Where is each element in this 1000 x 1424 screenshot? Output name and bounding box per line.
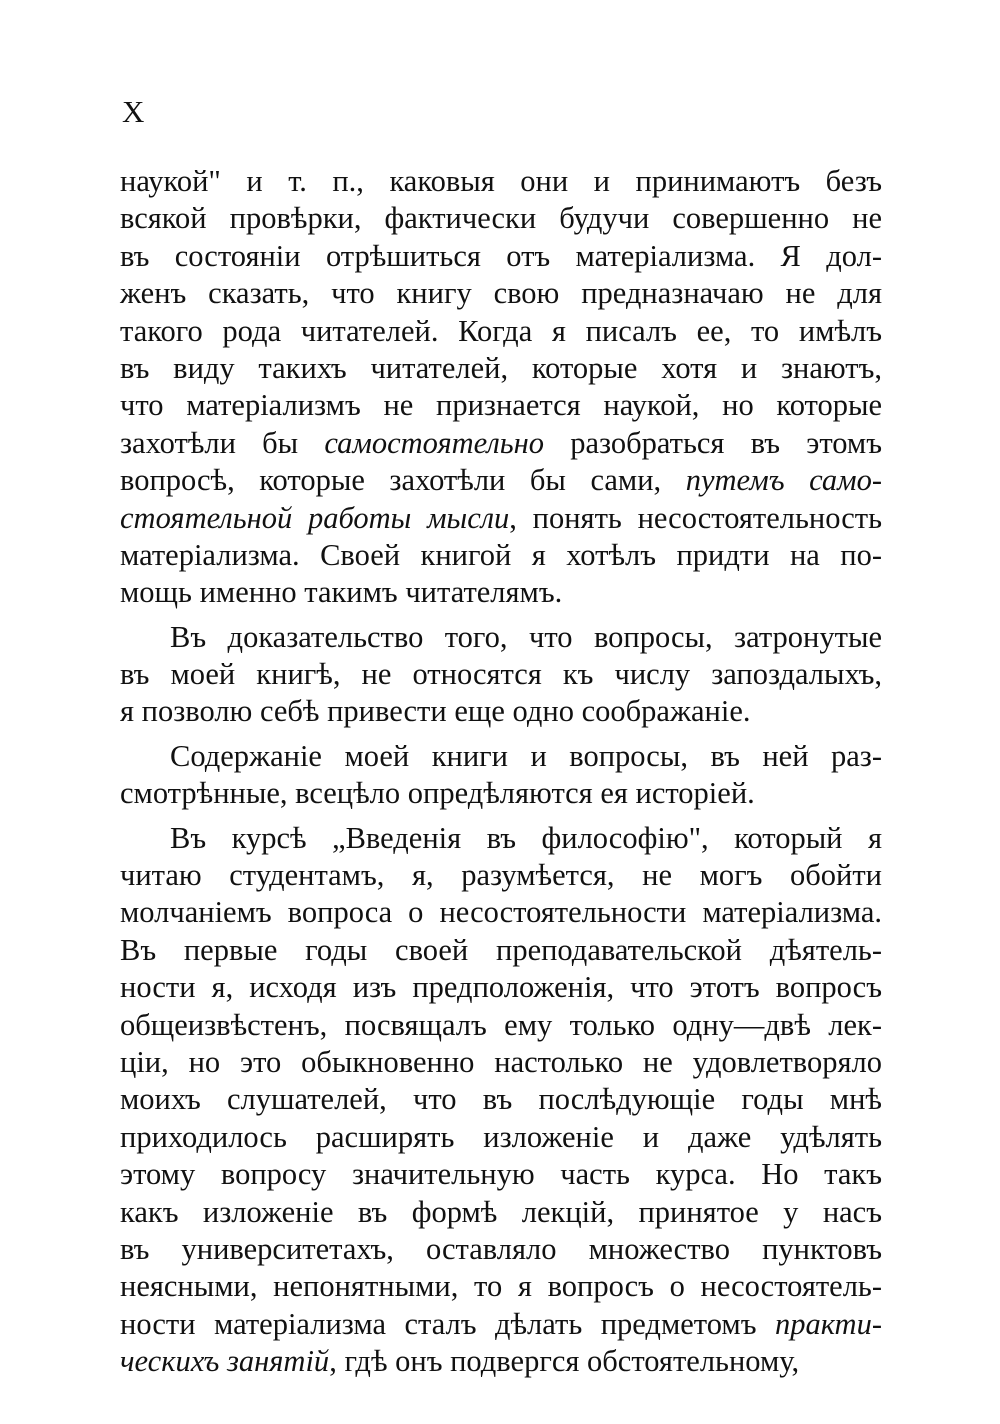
text-segment: , гдѣ онъ подвергся обстоятельному, (329, 1344, 800, 1379)
text-segment: этому вопросу значительную часть курса. Но такъ (120, 1157, 882, 1192)
text-line (120, 894, 882, 931)
text-segment: , понять несостоятельность (509, 500, 882, 535)
italic-text: самостоятельно (324, 425, 545, 460)
text-line (120, 350, 882, 387)
text-segment: ности я, исходя изъ предположенія, что этотъ вопросъ (120, 970, 882, 1005)
text-segment: читаю студентамъ, я, разумѣется, не могъ обойти (120, 858, 882, 893)
text-line (120, 163, 882, 200)
text-line (120, 275, 882, 312)
text-segment: въ виду такихъ читателей, которые хотя и знаютъ, (120, 350, 882, 385)
text-segment: я позволю себѣ привести еще одно соображаніе. (120, 694, 751, 729)
text-line (120, 1156, 882, 1193)
italic-text: путемъ само- (685, 463, 883, 498)
text-segment: мощь именно такимъ читателямъ. (120, 575, 563, 610)
text-segment: молчаніемъ вопроса о несостоятельности матеріализма. (120, 895, 882, 930)
text-segment: моихъ слушателей, что въ послѣдующіе годы мнѣ (120, 1082, 882, 1117)
text-segment: въ моей книгѣ, не относятся къ числу запоздалыхъ, (120, 657, 882, 692)
italic-text: практи- (774, 1306, 882, 1341)
text-segment: въ состояніи отрѣшиться отъ матеріализма. Я дол- (120, 238, 882, 273)
text-line (120, 387, 882, 424)
text-line (120, 1194, 882, 1231)
text-line (120, 200, 882, 237)
paragraph (120, 163, 882, 612)
text-segment: такого рода читателей. Когда я писалъ ее, то имѣлъ (120, 313, 882, 348)
text-segment: Въ доказательство того, что вопросы, затронутые (170, 619, 882, 654)
text-line (120, 693, 882, 730)
text-line (120, 537, 882, 574)
text-segment: какъ изложеніе въ формѣ лекцій, принятое у насъ (120, 1194, 882, 1229)
text-line (120, 857, 882, 894)
text-line (120, 238, 882, 275)
text-line (120, 500, 882, 537)
text-line (120, 1007, 882, 1044)
paragraph (120, 738, 882, 813)
text-line (120, 462, 882, 499)
text-segment: Въ курсѣ „Введенія въ философію", который я (170, 820, 882, 855)
page-number: X (122, 94, 145, 129)
text-line (120, 932, 882, 969)
text-line (120, 1268, 882, 1305)
text-segment: всякой провѣрки, фактически будучи совершенно не (120, 201, 882, 236)
text-line (120, 619, 882, 656)
text-segment: неясными, непонятными, то я вопросъ о несостоятель- (120, 1269, 882, 1304)
text-segment: смотрѣнные, всецѣло опредѣляются ея исторіей. (120, 776, 755, 811)
text-segment: ности матеріализма сталъ дѣлать предметомъ (120, 1306, 775, 1341)
text-line (120, 1081, 882, 1118)
text-line (120, 425, 882, 462)
paragraph (120, 619, 882, 731)
text-line (120, 820, 882, 857)
text-line (120, 1231, 882, 1268)
italic-text: ческихъ занятій (120, 1344, 330, 1379)
text-segment: Содержаніе моей книги и вопросы, въ ней раз- (170, 738, 882, 773)
text-line (120, 1306, 882, 1343)
text-segment: Въ первые годы своей преподавательской дѣятель- (120, 932, 882, 967)
text-segment: женъ сказать, что книгу свою предназначаю не для (120, 276, 882, 311)
text-segment: общеизвѣстенъ, посвящалъ ему только одну—двѣ лек- (120, 1007, 882, 1042)
text-segment: наукой" и т. п., каковыя они и принимаютъ безъ (120, 164, 882, 198)
text-line (120, 574, 882, 611)
text-segment: что матеріализмъ не признается наукой, но которые (120, 388, 882, 423)
body-text (120, 163, 882, 1388)
text-segment: приходилось расширять изложеніе и даже удѣлять (120, 1119, 882, 1154)
text-line (120, 1343, 882, 1380)
text-line (120, 775, 882, 812)
text-line (120, 656, 882, 693)
text-line (120, 1044, 882, 1081)
text-segment: ціи, но это обыкновенно настолько не удовлетворяло (120, 1044, 882, 1079)
text-line (120, 969, 882, 1006)
text-line (120, 1119, 882, 1156)
text-segment: въ университетахъ, оставляло множество пунктовъ (120, 1231, 882, 1266)
text-segment: вопросѣ, которые захотѣли бы сами, (120, 463, 686, 498)
text-segment: захотѣли бы (120, 425, 325, 460)
italic-text: стоятельной работы мысли (120, 500, 510, 535)
text-line (120, 738, 882, 775)
text-segment: матеріализма. Своей книгой я хотѣлъ придти на по- (120, 537, 882, 572)
paragraph (120, 820, 882, 1381)
text-line (120, 313, 882, 350)
text-segment: разобраться въ этомъ (544, 425, 883, 460)
